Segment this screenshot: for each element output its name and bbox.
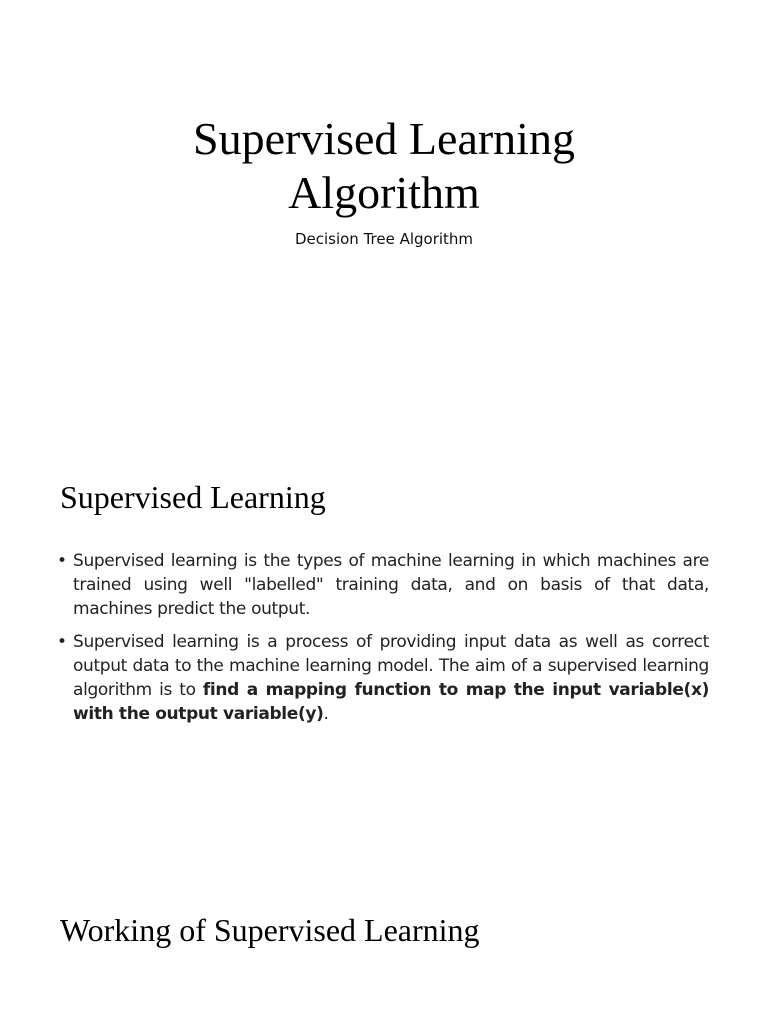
section-heading: Supervised Learning (60, 479, 326, 515)
slide-title-line-1: Supervised Learning (193, 113, 575, 164)
slide-title (0, 112, 768, 220)
bullet-text-bold: find a mapping function to map the input variable(x) with the output variable(y) (73, 680, 709, 724)
title-slide (0, 0, 768, 432)
bullet-icon: • (57, 632, 67, 652)
slide-title-line-2: Algorithm (288, 167, 480, 218)
supervised-learning-slide (0, 432, 768, 864)
bullet-item (57, 549, 709, 621)
slide-subtitle: Decision Tree Algorithm (294, 230, 474, 248)
bullet-text-end: . (323, 704, 329, 724)
section-heading: Working of Supervised Learning (60, 912, 480, 948)
bullet-list (57, 549, 709, 735)
working-slide (0, 864, 768, 1024)
bullet-item (57, 630, 709, 726)
bullet-text: Supervised learning is a process of providing input data as well as correct output data to the machine learning model. The aim of a supervised learning algorithm is to (73, 632, 709, 700)
bullet-icon: • (57, 551, 67, 571)
bullet-text: Supervised learning is the types of machine learning in which machines are trained using well "labelled" training data, and on basis of that data, machines predict the output. (73, 551, 709, 619)
